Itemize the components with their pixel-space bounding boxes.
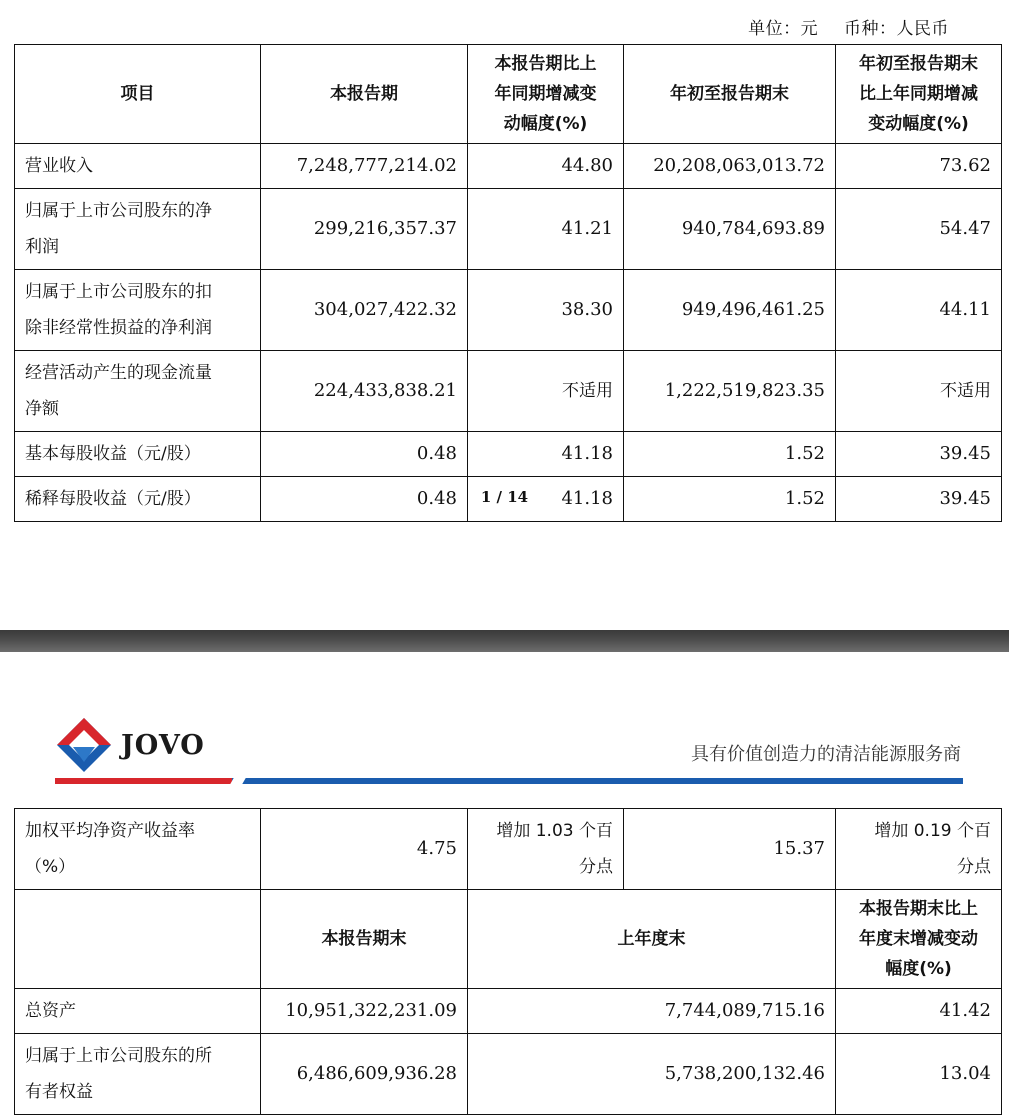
financial-table-1 bbox=[14, 44, 1002, 522]
cell-value: 41.42 bbox=[836, 989, 1002, 1034]
page-separator bbox=[0, 630, 1009, 652]
header-current-change bbox=[468, 45, 624, 144]
table-header-row bbox=[15, 45, 1002, 144]
cell-value bbox=[836, 809, 1002, 890]
row-label-line: 加权平均净资产收益率 bbox=[25, 821, 195, 841]
header-rule-red bbox=[55, 778, 245, 784]
table-row bbox=[15, 809, 1002, 890]
header-line: 年同期增减变 bbox=[494, 84, 597, 104]
cell-value: 不适用 bbox=[468, 351, 624, 432]
row-label: 营业收入 bbox=[15, 144, 261, 189]
cell-value: 44.80 bbox=[468, 144, 624, 189]
row-label-line: 净额 bbox=[25, 399, 59, 419]
cell-value: 41.18 bbox=[468, 432, 624, 477]
cell-value: 不适用 bbox=[836, 351, 1002, 432]
unit-currency-note bbox=[742, 14, 949, 39]
header-line: 变动幅度(%) bbox=[868, 114, 969, 134]
cell-value: 10,951,322,231.09 bbox=[261, 989, 468, 1034]
company-logo bbox=[55, 716, 205, 782]
header-change bbox=[836, 890, 1002, 989]
page-number: 1 / 14 bbox=[480, 488, 529, 506]
table-row bbox=[15, 351, 1002, 432]
cell-value: 41.21 bbox=[468, 189, 624, 270]
cell-line: 分点 bbox=[579, 857, 613, 877]
table-row bbox=[15, 270, 1002, 351]
row-label bbox=[15, 809, 261, 890]
row-label: 基本每股收益（元/股） bbox=[15, 432, 261, 477]
cell-value: 304,027,422.32 bbox=[261, 270, 468, 351]
header-empty bbox=[15, 890, 261, 989]
row-label bbox=[15, 351, 261, 432]
row-label-line: 有者权益 bbox=[25, 1082, 93, 1102]
cell-value bbox=[468, 809, 624, 890]
cell-value: 224,433,838.21 bbox=[261, 351, 468, 432]
header-line: 年度末增减变动 bbox=[859, 929, 978, 949]
header-rule-blue bbox=[232, 778, 963, 784]
logo-wordmark: JOVO bbox=[121, 730, 205, 761]
cell-line: 增加 0.19 个百 bbox=[874, 821, 991, 841]
unit-label: 单位：元 bbox=[748, 19, 819, 39]
cell-value: 1.52 bbox=[624, 432, 836, 477]
header-period-end: 本报告期末 bbox=[261, 890, 468, 989]
row-label: 总资产 bbox=[15, 989, 261, 1034]
financial-table-2 bbox=[14, 808, 1002, 1115]
cell-value: 15.37 bbox=[624, 809, 836, 890]
row-label-line: 归属于上市公司股东的所 bbox=[25, 1046, 212, 1066]
cell-value: 0.48 bbox=[261, 477, 468, 522]
currency-label: 币种：人民币 bbox=[844, 19, 949, 39]
table-header-row bbox=[15, 890, 1002, 989]
table-row bbox=[15, 1034, 1002, 1115]
cell-value: 4.75 bbox=[261, 809, 468, 890]
cell-line: 增加 1.03 个百 bbox=[496, 821, 613, 841]
jovo-diamond-icon bbox=[55, 716, 113, 778]
cell-line: 分点 bbox=[957, 857, 991, 877]
cell-value: 41.18 bbox=[468, 477, 624, 522]
row-label bbox=[15, 270, 261, 351]
header-line: 比上年同期增减 bbox=[859, 84, 978, 104]
cell-value: 1,222,519,823.35 bbox=[624, 351, 836, 432]
cell-value: 299,216,357.37 bbox=[261, 189, 468, 270]
cell-value: 13.04 bbox=[836, 1034, 1002, 1115]
cell-value: 39.45 bbox=[836, 477, 1002, 522]
row-label-line: （%） bbox=[25, 857, 76, 877]
table-row bbox=[15, 144, 1002, 189]
company-slogan: 具有价值创造力的清洁能源服务商 bbox=[691, 744, 961, 765]
cell-value: 5,738,200,132.46 bbox=[468, 1034, 836, 1115]
table-row bbox=[15, 432, 1002, 477]
row-label bbox=[15, 189, 261, 270]
cell-value: 940,784,693.89 bbox=[624, 189, 836, 270]
cell-value: 54.47 bbox=[836, 189, 1002, 270]
cell-value: 6,486,609,936.28 bbox=[261, 1034, 468, 1115]
cell-value: 949,496,461.25 bbox=[624, 270, 836, 351]
header-ytd: 年初至报告期末 bbox=[624, 45, 836, 144]
cell-value: 44.11 bbox=[836, 270, 1002, 351]
header-current-period: 本报告期 bbox=[261, 45, 468, 144]
table-row bbox=[15, 989, 1002, 1034]
header-line: 本报告期比上 bbox=[494, 54, 597, 74]
cell-value: 7,248,777,214.02 bbox=[261, 144, 468, 189]
row-label: 稀释每股收益（元/股） bbox=[15, 477, 261, 522]
header-line: 幅度(%) bbox=[885, 959, 952, 979]
header-line: 年初至报告期末 bbox=[859, 54, 978, 74]
header-last-year-end: 上年度末 bbox=[468, 890, 836, 989]
row-label-line: 归属于上市公司股东的净 bbox=[25, 201, 212, 221]
cell-value: 39.45 bbox=[836, 432, 1002, 477]
cell-value: 0.48 bbox=[261, 432, 468, 477]
table-row bbox=[15, 189, 1002, 270]
header-line: 本报告期末比上 bbox=[859, 899, 978, 919]
cell-value: 38.30 bbox=[468, 270, 624, 351]
header-ytd-change bbox=[836, 45, 1002, 144]
header-item: 项目 bbox=[15, 45, 261, 144]
cell-value: 20,208,063,013.72 bbox=[624, 144, 836, 189]
row-label-line: 归属于上市公司股东的扣 bbox=[25, 282, 212, 302]
row-label-line: 除非经常性损益的净利润 bbox=[25, 318, 212, 338]
row-label bbox=[15, 1034, 261, 1115]
cell-value: 73.62 bbox=[836, 144, 1002, 189]
row-label-line: 利润 bbox=[25, 237, 59, 257]
row-label-line: 经营活动产生的现金流量 bbox=[25, 363, 212, 383]
cell-value: 1.52 bbox=[624, 477, 836, 522]
header-line: 动幅度(%) bbox=[503, 114, 588, 134]
cell-value: 7,744,089,715.16 bbox=[468, 989, 836, 1034]
